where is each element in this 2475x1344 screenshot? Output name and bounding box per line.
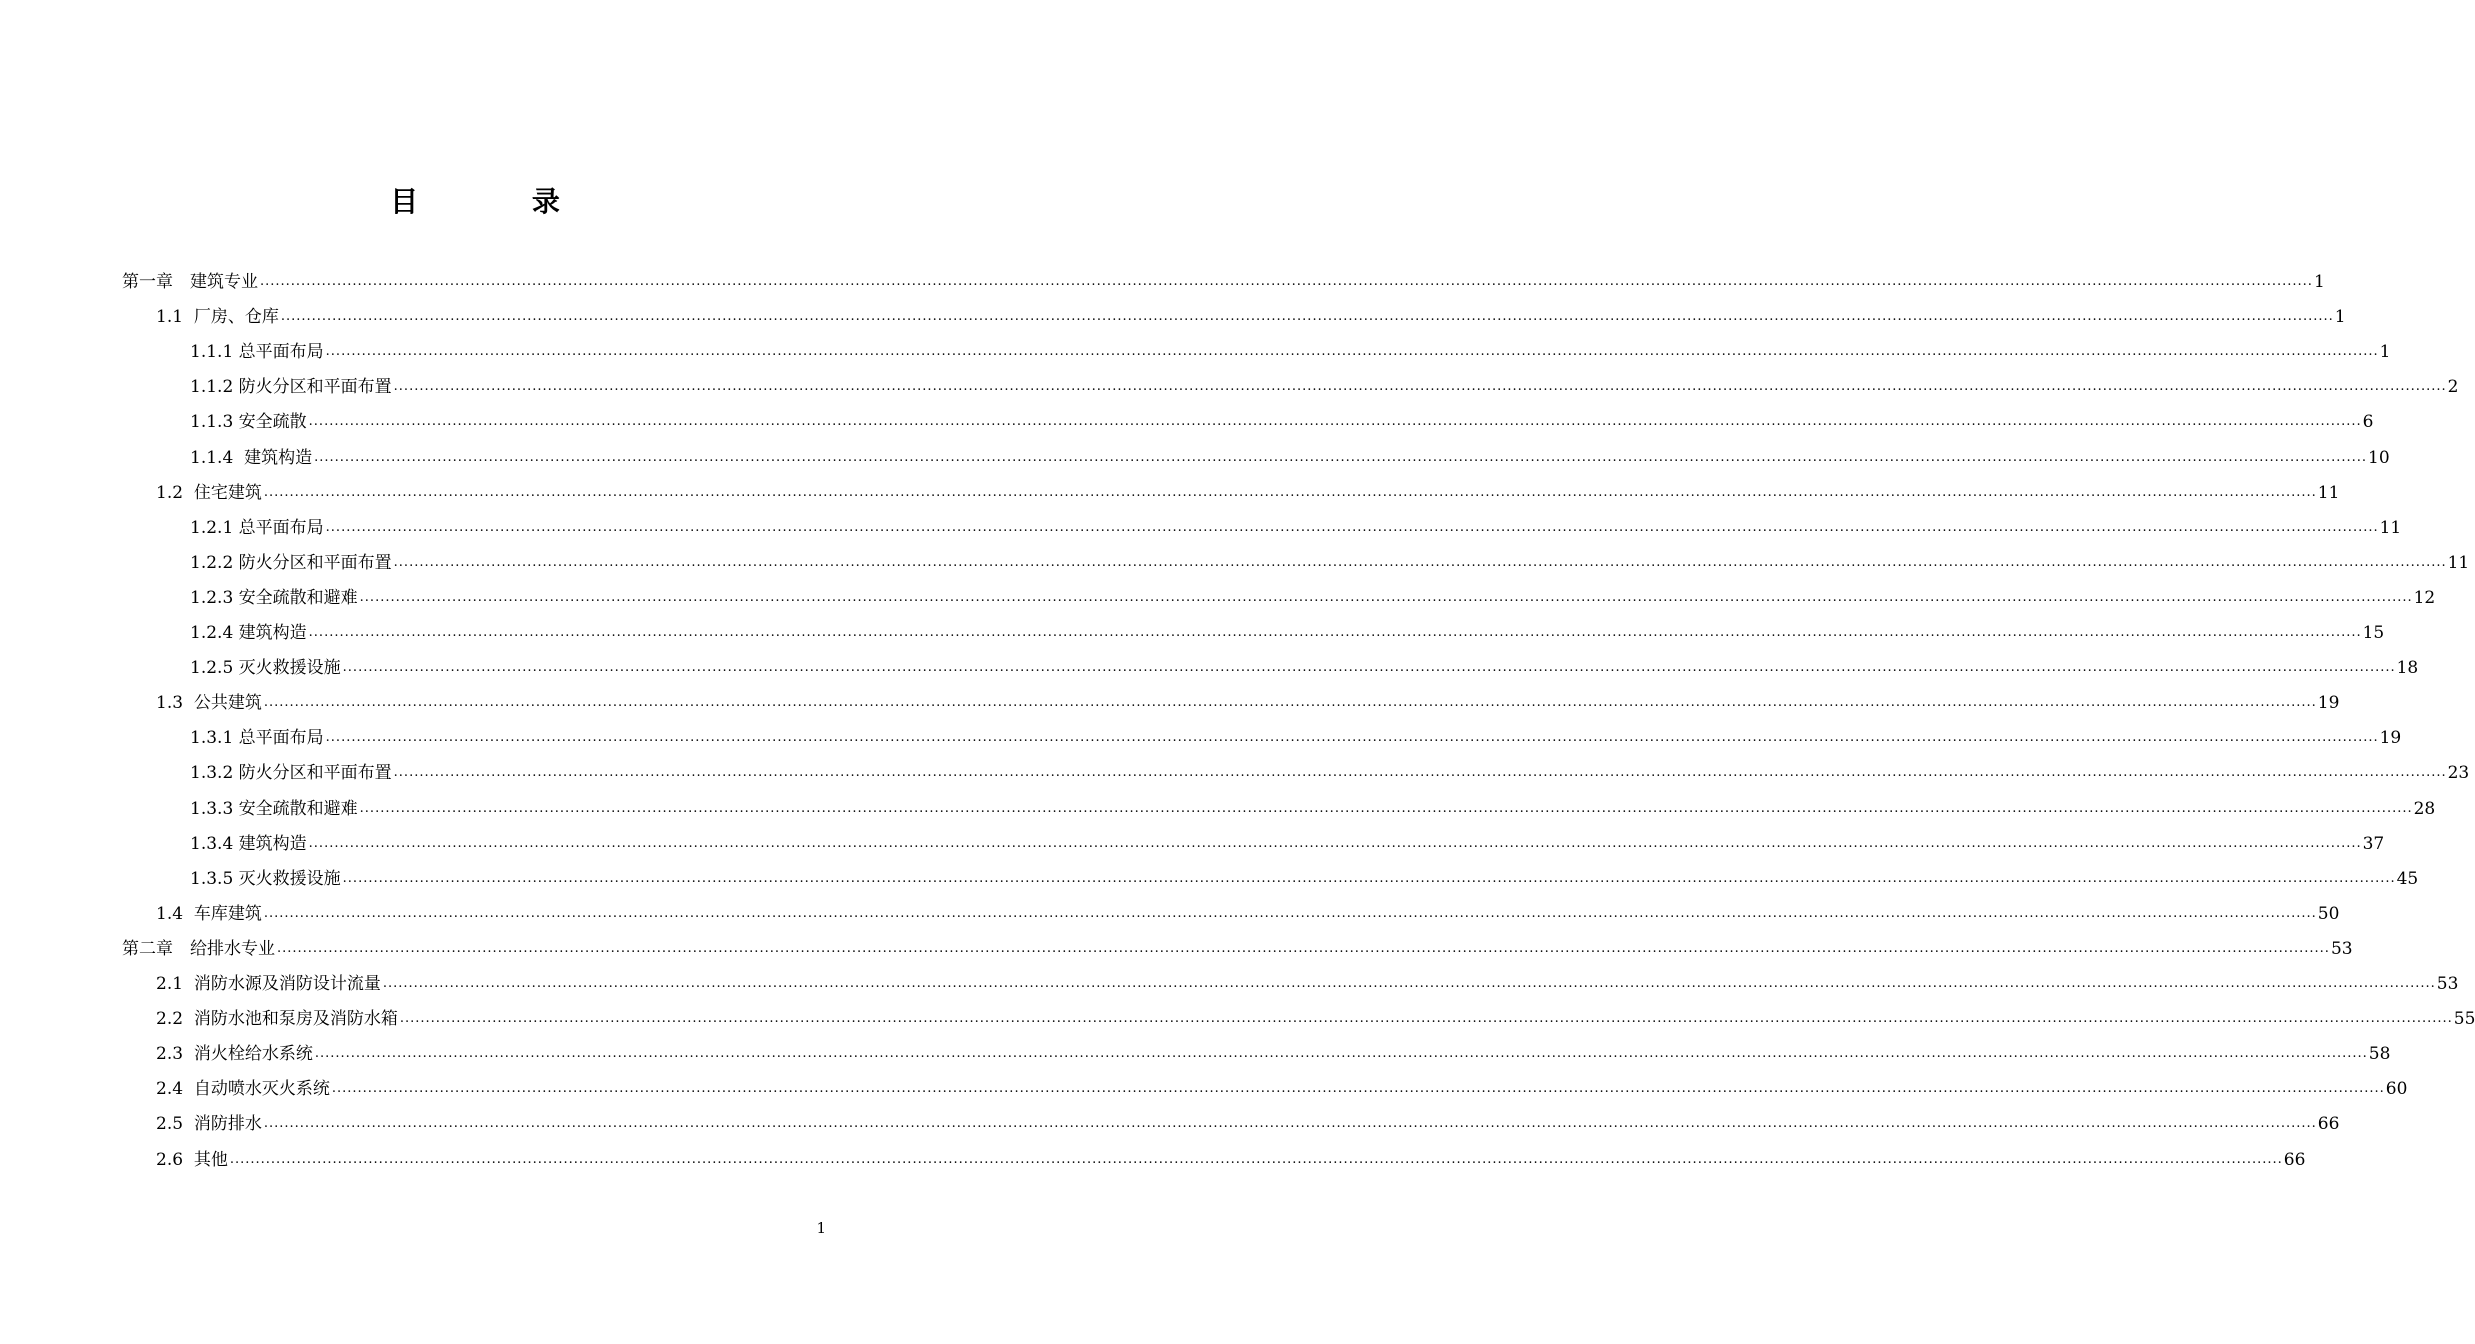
toc-entry-page: 6 <box>2362 412 2374 433</box>
toc-entry[interactable] <box>122 263 2325 293</box>
toc-entry[interactable] <box>156 965 2459 995</box>
toc-entry-page: 1 <box>2313 272 2325 292</box>
toc-entry-label: 1.2.1 总平面布局 <box>190 517 324 538</box>
dot-leader: ................................................................................................................................................................................................................................................................................................................................................................................................................ <box>229 1151 2283 1167</box>
toc-entry-page: 1 <box>2379 342 2391 363</box>
dot-leader: ................................................................................................................................................................................................................................................................................................................................................................................................................ <box>342 660 2396 676</box>
dot-leader: ................................................................................................................................................................................................................................................................................................................................................................................................................ <box>393 379 2447 395</box>
toc-entry-page: 55 <box>2453 1009 2475 1030</box>
dot-leader: ................................................................................................................................................................................................................................................................................................................................................................................................................ <box>263 484 2317 500</box>
toc-entry[interactable] <box>190 579 2436 609</box>
toc-entry[interactable] <box>122 930 2353 960</box>
toc-entry-page: 28 <box>2413 798 2436 819</box>
toc-entry-page: 23 <box>2447 763 2470 784</box>
toc-entry[interactable] <box>190 333 2391 363</box>
toc-entry[interactable] <box>190 790 2436 820</box>
toc-entry[interactable] <box>156 1141 2306 1171</box>
dot-leader: ................................................................................................................................................................................................................................................................................................................................................................................................................ <box>263 1116 2317 1132</box>
toc-entry-label: 1.3.1 总平面布局 <box>190 728 324 749</box>
toc-entry-label: 2.6 其他 <box>156 1149 228 1170</box>
toc-entry[interactable] <box>190 754 2470 784</box>
toc-entry[interactable] <box>190 649 2419 679</box>
toc-entry-label: 1.3.2 防火分区和平面布置 <box>190 763 392 784</box>
toc-entry-label: 2.4 自动喷水灭火系统 <box>156 1079 330 1100</box>
toc-entry-label: 2.3 消火栓给水系统 <box>156 1044 313 1065</box>
dot-leader: ................................................................................................................................................................................................................................................................................................................................................................................................................ <box>308 835 2362 851</box>
toc-entry-page: 37 <box>2362 833 2385 854</box>
dot-leader: ................................................................................................................................................................................................................................................................................................................................................................................................................ <box>325 344 2379 360</box>
dot-leader: ................................................................................................................................................................................................................................................................................................................................................................................................................ <box>277 940 2330 956</box>
toc-entry[interactable] <box>156 684 2340 714</box>
dot-leader: ................................................................................................................................................................................................................................................................................................................................................................................................................ <box>308 414 2362 430</box>
toc-entry-label: 1.1.3 安全疏散 <box>190 412 307 433</box>
toc-entry-page: 18 <box>2396 658 2419 679</box>
toc-entry-page: 15 <box>2362 623 2385 643</box>
toc-entry-label: 1.3.5 灭火救援设施 <box>190 868 341 889</box>
toc-entry-label: 1.2.3 安全疏散和避难 <box>190 587 358 608</box>
toc-entry-label: 1.2.5 灭火救援设施 <box>190 658 341 679</box>
dot-leader: ................................................................................................................................................................................................................................................................................................................................................................................................................ <box>342 870 2396 886</box>
toc-entry-page: 53 <box>2330 938 2353 959</box>
toc-entry-page: 1 <box>2334 307 2346 328</box>
toc-entry-page: 58 <box>2368 1044 2391 1065</box>
dot-leader: ................................................................................................................................................................................................................................................................................................................................................................................................................ <box>314 1046 2368 1062</box>
dot-leader: ................................................................................................................................................................................................................................................................................................................................................................................................................ <box>393 554 2447 570</box>
toc-entry-page: 66 <box>2317 1114 2340 1135</box>
toc-entry-label: 第一章 建筑专业 <box>122 272 258 292</box>
toc-entry-label: 第二章 给排水专业 <box>122 938 275 959</box>
toc-entry-label: 1.4 车库建筑 <box>156 903 262 924</box>
dot-leader: ................................................................................................................................................................................................................................................................................................................................................................................................................ <box>314 449 2368 465</box>
dot-leader: ................................................................................................................................................................................................................................................................................................................................................................................................................ <box>331 1081 2385 1097</box>
toc-entry[interactable] <box>156 1035 2391 1065</box>
toc-entry[interactable] <box>190 509 2402 539</box>
toc-entry-label: 1.1.1 总平面布局 <box>190 342 324 363</box>
toc-entry[interactable] <box>156 895 2340 925</box>
toc-entry-page: 11 <box>2317 482 2340 503</box>
toc-entry[interactable] <box>190 614 2385 644</box>
toc-entry-label: 1.1.4 建筑构造 <box>190 447 313 468</box>
toc-entry-page: 60 <box>2385 1079 2408 1100</box>
toc-entry-page: 2 <box>2447 377 2459 398</box>
toc-entry[interactable] <box>190 439 2390 469</box>
toc-entry-label: 1.3.3 安全疏散和避难 <box>190 798 358 819</box>
toc-entry[interactable] <box>156 298 2346 328</box>
dot-leader: ................................................................................................................................................................................................................................................................................................................................................................................................................ <box>359 589 2413 605</box>
toc-entry-label: 1.2.4 建筑构造 <box>190 623 307 643</box>
toc-entry[interactable] <box>156 1070 2408 1100</box>
toc-entry-page: 19 <box>2317 693 2340 714</box>
dot-leader: ................................................................................................................................................................................................................................................................................................................................................................................................................ <box>393 765 2447 781</box>
toc-entry[interactable] <box>190 403 2374 433</box>
dot-leader: ................................................................................................................................................................................................................................................................................................................................................................................................................ <box>325 730 2379 746</box>
toc-entry[interactable] <box>190 719 2402 749</box>
page-title: 目 录 <box>390 185 612 218</box>
toc-entry[interactable] <box>156 1105 2340 1135</box>
toc-entry-label: 2.5 消防排水 <box>156 1114 262 1135</box>
toc-entry[interactable] <box>156 1000 2475 1030</box>
toc-entry-page: 11 <box>2447 552 2470 573</box>
toc-entry-label: 2.1 消防水源及消防设计流量 <box>156 974 381 994</box>
toc-entry-label: 1.3.4 建筑构造 <box>190 833 307 854</box>
page-number: 1 <box>816 1219 826 1237</box>
toc-entry-page: 19 <box>2379 728 2402 749</box>
toc-entry-page: 11 <box>2379 517 2402 538</box>
toc-entry[interactable] <box>156 474 2340 504</box>
toc-entry-page: 53 <box>2436 974 2459 994</box>
dot-leader: ................................................................................................................................................................................................................................................................................................................................................................................................................ <box>308 625 2362 640</box>
toc-entry-page: 12 <box>2413 587 2436 608</box>
dot-leader: ................................................................................................................................................................................................................................................................................................................................................................................................................ <box>280 309 2334 325</box>
dot-leader: ................................................................................................................................................................................................................................................................................................................................................................................................................ <box>359 800 2413 816</box>
dot-leader: ................................................................................................................................................................................................................................................................................................................................................................................................................ <box>260 274 2313 289</box>
toc-entry-label: 1.2.2 防火分区和平面布置 <box>190 552 392 573</box>
dot-leader: ................................................................................................................................................................................................................................................................................................................................................................................................................ <box>382 976 2436 991</box>
toc-entry[interactable] <box>190 544 2470 574</box>
toc-entry-label: 1.1 厂房、仓库 <box>156 307 279 328</box>
dot-leader: ................................................................................................................................................................................................................................................................................................................................................................................................................ <box>325 519 2379 535</box>
dot-leader: ................................................................................................................................................................................................................................................................................................................................................................................................................ <box>399 1011 2453 1027</box>
dot-leader: ................................................................................................................................................................................................................................................................................................................................................................................................................ <box>263 695 2317 711</box>
toc-entry-page: 10 <box>2368 447 2390 468</box>
toc-entry-label: 1.2 住宅建筑 <box>156 482 262 503</box>
toc-entry-page: 45 <box>2396 868 2419 889</box>
toc-entry-page: 66 <box>2283 1149 2306 1170</box>
toc-entry-label: 1.3 公共建筑 <box>156 693 262 714</box>
toc-entry-label: 2.2 消防水池和泵房及消防水箱 <box>156 1009 398 1030</box>
dot-leader: ................................................................................................................................................................................................................................................................................................................................................................................................................ <box>263 905 2317 921</box>
toc-entry[interactable] <box>190 860 2419 890</box>
toc-entry-label: 1.1.2 防火分区和平面布置 <box>190 377 392 398</box>
toc-entry[interactable] <box>190 825 2385 855</box>
toc-entry-page: 50 <box>2317 903 2340 924</box>
toc-entry[interactable] <box>190 368 2459 398</box>
